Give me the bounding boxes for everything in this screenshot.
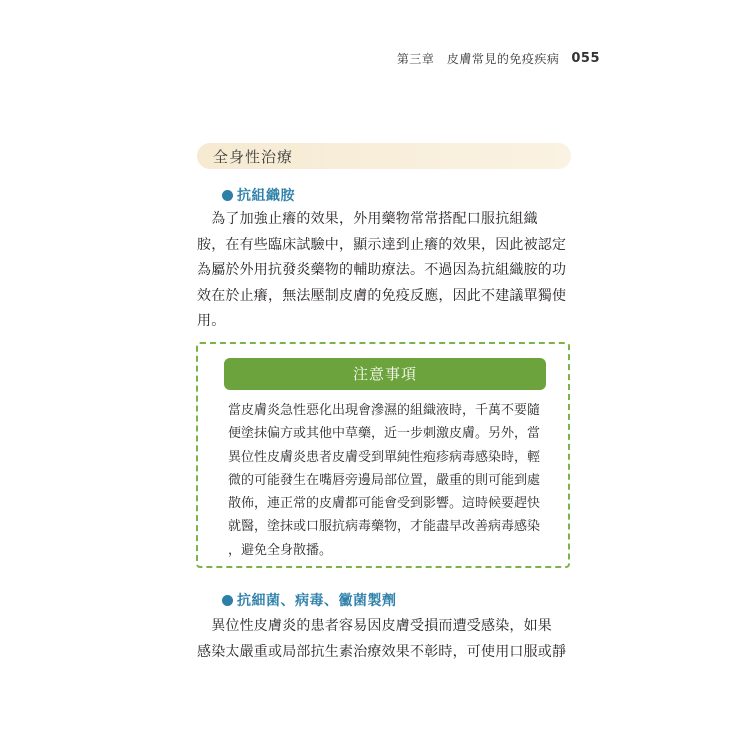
note-line: 異位性皮膚炎患者皮膚受到單純性疱疹病毒感染時，輕 bbox=[228, 449, 541, 465]
chapter-title: 第三章 皮膚常見的免疫疾病 bbox=[396, 52, 560, 66]
note-title: 注意事項 bbox=[224, 358, 546, 390]
paragraph-line: 胺，在有些臨床試驗中，顯示達到止癢的效果，因此被認定 bbox=[197, 236, 567, 253]
note-line: ，避免全身散播。 bbox=[228, 542, 333, 558]
subheading-antimicrobial bbox=[222, 590, 397, 610]
bullet-icon bbox=[222, 595, 233, 606]
note-line: 便塗抹偏方或其他中草藥，近一步刺激皮膚。另外，當 bbox=[228, 426, 541, 442]
paragraph-line: 感染太嚴重或局部抗生素治療效果不彰時，可使用口服或靜 bbox=[197, 643, 567, 660]
paragraph-antimicrobial bbox=[197, 614, 573, 665]
section-banner bbox=[197, 143, 571, 169]
paragraph-line: 效在於止癢，無法壓制皮膚的免疫反應，因此不建議單獨使 bbox=[197, 287, 567, 304]
subheading-text: 抗組織胺 bbox=[237, 188, 295, 204]
subheading-antihistamine bbox=[222, 185, 295, 205]
page-number: 055 bbox=[571, 51, 600, 66]
note-box bbox=[196, 342, 570, 568]
bullet-icon bbox=[222, 190, 233, 201]
note-line: 就醫，塗抹或口服抗病毒藥物，才能盡早改善病毒感染 bbox=[228, 519, 541, 535]
note-line: 當皮膚炎急性惡化出現會滲濕的組織液時，千萬不要隨 bbox=[228, 403, 541, 418]
note-body bbox=[228, 399, 550, 562]
running-header bbox=[397, 50, 600, 67]
section-title: 全身性治療 bbox=[213, 148, 294, 166]
paragraph-line: 用。 bbox=[197, 313, 226, 329]
paragraph-antihistamine bbox=[197, 207, 573, 335]
note-line: 散佈，連正常的皮膚都可能會受到影響。這時候要趕快 bbox=[228, 496, 541, 512]
paragraph-line: 異位性皮膚炎的患者容易因皮膚受損而遭受感染，如果 bbox=[197, 618, 552, 634]
note-line: 微的可能發生在嘴唇旁邊局部位置，嚴重的則可能到處 bbox=[228, 472, 541, 488]
paragraph-line: 為了加強止癢的效果，外用藥物常常搭配口服抗組織 bbox=[197, 211, 538, 227]
paragraph-line: 為屬於外用抗發炎藥物的輔助療法。不過因為抗組織胺的功 bbox=[197, 262, 567, 278]
subheading-text: 抗細菌、病毒、黴菌製劑 bbox=[237, 593, 397, 609]
